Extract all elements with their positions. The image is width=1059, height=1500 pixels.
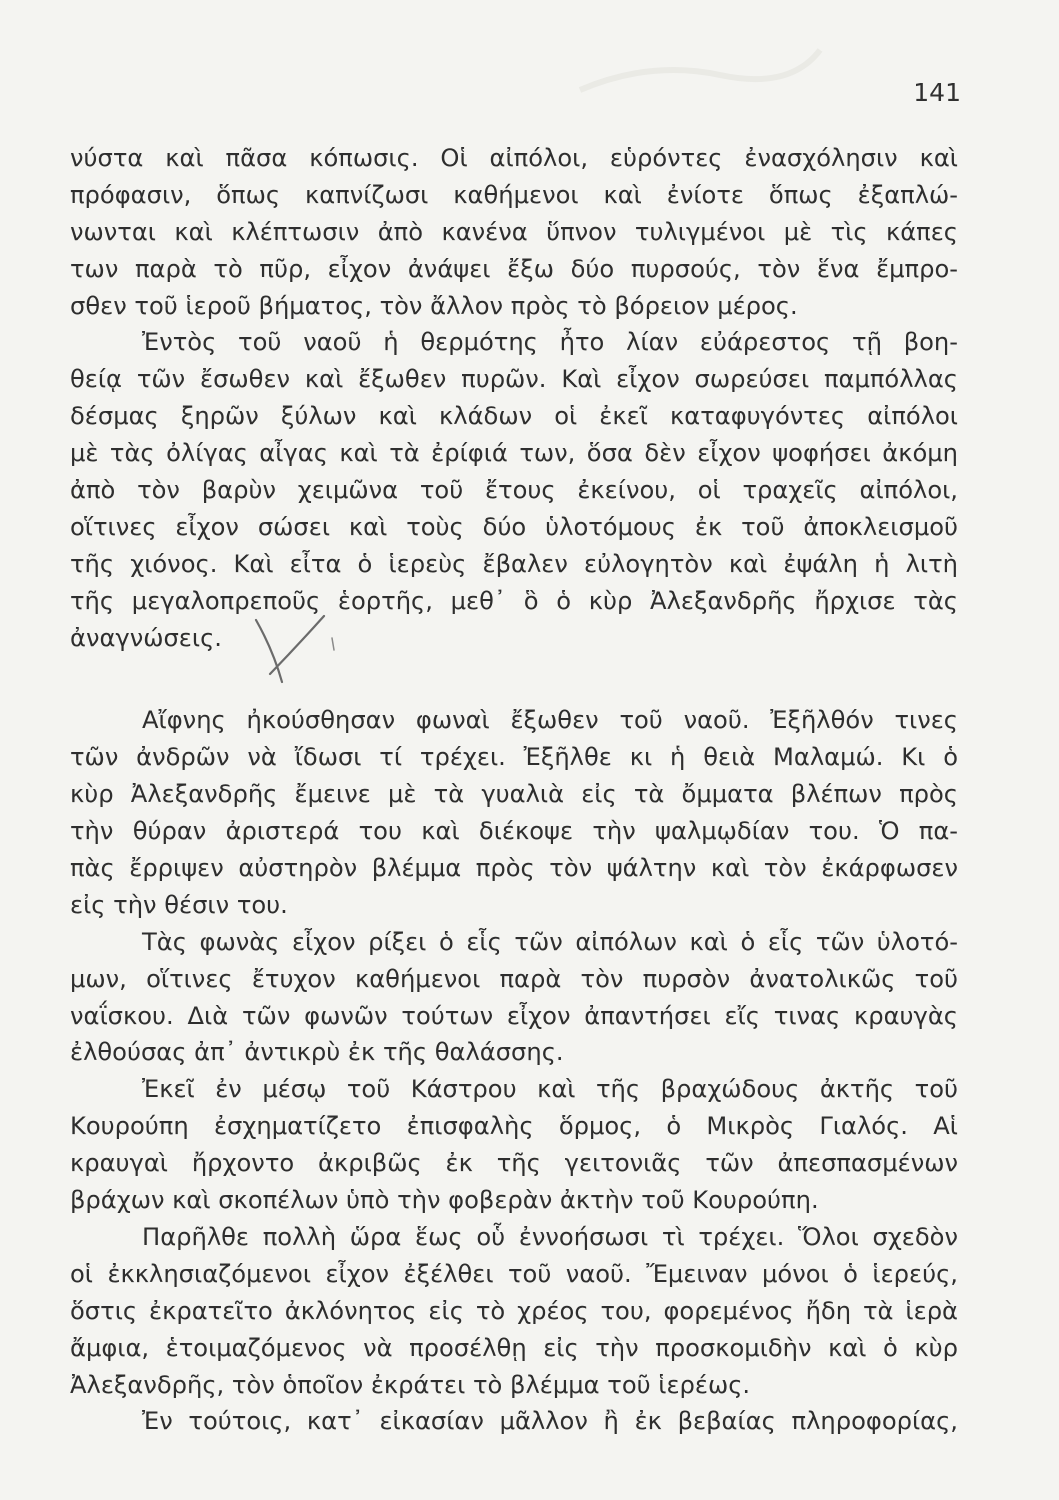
text-line: οἵτινες εἶχον σώσει καὶ τοὺς δύο ὑλοτόμους ἐκ τοῦ ἀποκλεισμοῦ bbox=[70, 512, 958, 541]
text-line: δέσμας ξηρῶν ξύλων καὶ κλάδων οἱ ἐκεῖ καταφυγόντες αἰπόλοι bbox=[70, 402, 958, 431]
text-line: Ἐν τούτοις, κατ᾽ εἰκασίαν μᾶλλον ἢ ἐκ βεβαίας πληροφορίας, bbox=[142, 1407, 958, 1436]
text-line: Αἴφνης ἠκούσθησαν φωναὶ ἔξωθεν τοῦ ναοῦ. Ἐξῆλθόν τινες bbox=[142, 706, 958, 735]
text-line: εἰς τὴν θέσιν του. bbox=[70, 890, 288, 919]
text-line: ἀναγνώσεις. bbox=[70, 623, 222, 652]
text-line: Ἀλεξανδρῆς, τὸν ὁποῖον ἐκράτει τὸ βλέμμα τοῦ ἱερέως. bbox=[70, 1370, 751, 1399]
text-line: Ἐκεῖ ἐν μέσῳ τοῦ Κάστρου καὶ τῆς βραχώδους ἀκτῆς τοῦ bbox=[142, 1075, 958, 1104]
text-line: τῆς μεγαλοπρεποῦς ἑορτῆς, μεθ᾽ ὃ ὁ κὺρ Ἀλεξανδρῆς ἤρχισε τὰς bbox=[70, 586, 958, 615]
section-gap bbox=[70, 656, 958, 702]
body-text bbox=[70, 140, 958, 1440]
text-line: τῆς χιόνος. Καὶ εἶτα ὁ ἱερεὺς ἔβαλεν εὐλογητὸν καὶ ἐψάλη ἡ λιτὴ bbox=[70, 549, 958, 578]
text-line: Τὰς φωνὰς εἶχον ρίξει ὁ εἷς τῶν αἰπόλων καὶ ὁ εἷς τῶν ὑλοτό- bbox=[142, 927, 958, 956]
text-line: κραυγαὶ ἤρχοντο ἀκριβῶς ἐκ τῆς γειτονιᾶς τῶν ἀπεσπασμένων bbox=[70, 1149, 958, 1178]
paper-smudge bbox=[570, 40, 830, 100]
text-line: των παρὰ τὸ πῦρ, εἶχον ἀνάψει ἔξω δύο πυρσούς, τὸν ἕνα ἔμπρο- bbox=[70, 254, 958, 283]
page-number: 141 bbox=[913, 78, 961, 107]
text-line: μων, οἵτινες ἔτυχον καθήμενοι παρὰ τὸν πυρσὸν ἀνατολικῶς τοῦ bbox=[70, 964, 958, 993]
text-line: πρόφασιν, ὅπως καπνίζωσι καθήμενοι καὶ ἐνίοτε ὅπως ἐξαπλώ- bbox=[70, 180, 958, 209]
text-line: ἄμφια, ἑτοιμαζόμενος νὰ προσέλθῃ εἰς τὴν προσκομιδὴν καὶ ὁ κὺρ bbox=[70, 1333, 958, 1362]
text-line: βράχων καὶ σκοπέλων ὑπὸ τὴν φοβερὰν ἀκτὴν τοῦ Κουρούπη. bbox=[70, 1186, 819, 1215]
text-line: σθεν τοῦ ἱεροῦ βήματος, τὸν ἄλλον πρὸς τὸ βόρειον μέρος. bbox=[70, 291, 798, 320]
text-line: ἐλθούσας ἀπ᾽ ἀντικρὺ ἐκ τῆς θαλάσσης. bbox=[70, 1038, 564, 1067]
text-line: τῶν ἀνδρῶν νὰ ἴδωσι τί τρέχει. Ἐξῆλθε κι ἡ θειὰ Μαλαμώ. Κι ὁ bbox=[70, 743, 958, 772]
text-line: τὴν θύραν ἀριστερά του καὶ διέκοψε τὴν ψαλμῳδίαν του. Ὁ πα- bbox=[70, 817, 958, 846]
pencil-x-mark bbox=[248, 610, 338, 690]
text-line: πὰς ἔρριψεν αὐστηρὸν βλέμμα πρὸς τὸν ψάλτην καὶ τὸν ἐκάρφωσεν bbox=[70, 854, 958, 883]
text-line: Ἐντὸς τοῦ ναοῦ ἡ θερμότης ἦτο λίαν εὐάρεστος τῇ βοη- bbox=[142, 328, 958, 357]
text-line: οἱ ἐκκλησιαζόμενοι εἶχον ἐξέλθει τοῦ ναοῦ. Ἔμειναν μόνοι ὁ ἱερεύς, bbox=[70, 1259, 958, 1288]
text-line: Κουρούπη ἐσχηματίζετο ἐπισφαλὴς ὅρμος, ὁ Μικρὸς Γιαλός. Αἱ bbox=[70, 1112, 958, 1141]
text-line: κὺρ Ἀλεξανδρῆς ἔμεινε μὲ τὰ γυαλιὰ εἰς τὰ ὄμματα βλέπων πρὸς bbox=[70, 780, 958, 809]
text-line: ναΐσκου. Διὰ τῶν φωνῶν τούτων εἶχον ἀπαντήσει εἴς τινας κραυγὰς bbox=[70, 1001, 958, 1030]
text-line: νωνται καὶ κλέπτωσιν ἀπὸ κανένα ὕπνον τυλιγμένοι μὲ τὶς κάπες bbox=[70, 217, 958, 246]
text-line: θείᾳ τῶν ἔσωθεν καὶ ἔξωθεν πυρῶν. Καὶ εἶχον σωρεύσει παμπόλλας bbox=[70, 365, 958, 394]
text-line: μὲ τὰς ὀλίγας αἶγας καὶ τὰ ἐρίφιά των, ὅσα δὲν εἶχον ψοφήσει ἀκόμη bbox=[70, 439, 958, 468]
text-line: ἀπὸ τὸν βαρὺν χειμῶνα τοῦ ἔτους ἐκείνου, οἱ τραχεῖς αἰπόλοι, bbox=[70, 476, 958, 505]
text-line: ὅστις ἐκρατεῖτο ἀκλόνητος εἰς τὸ χρέος του, φορεμένος ἤδη τὰ ἱερὰ bbox=[70, 1296, 958, 1325]
text-line: Παρῆλθε πολλὴ ὥρα ἕως οὗ ἐννοήσωσι τὶ τρέχει. Ὅλοι σχεδὸν bbox=[142, 1222, 958, 1251]
text-line: νύστα καὶ πᾶσα κόπωσις. Οἱ αἰπόλοι, εὑρόντες ἐνασχόλησιν καὶ bbox=[70, 144, 958, 172]
